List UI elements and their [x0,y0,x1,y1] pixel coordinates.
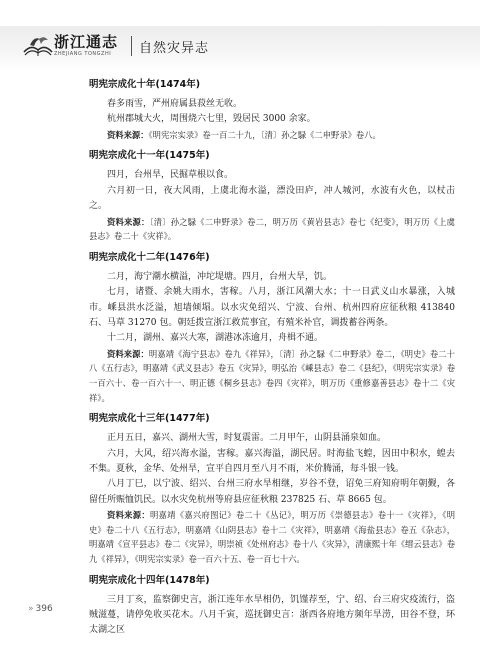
page-footer [28,604,53,614]
page-marker-icon: » [28,604,34,614]
entry-source [89,347,455,405]
entry-paragraph: 杭州郡城大火，周围烧六七里，毁居民 3000 余家。 [107,114,316,125]
entry-paragraph: 春多雨雪，严州府属县菽丝无收。 [107,99,243,109]
entry-heading: 明宪宗成化十年(1474年) [89,79,201,90]
year-entry [89,78,455,142]
page-number: 396 [35,604,53,614]
logo-title: 浙江通志 [54,33,119,51]
source-text: 〔清〕孙之騄《二申野录》卷二，明万历《黄岩县志》卷七《纪变》，明万历《上虞县志》卷二十《灾祥》。 [89,216,455,242]
source-label: 资料来源： [107,129,149,140]
source-text: 明嘉靖《嘉兴府图记》卷二十《丛记》，明万历《崇德县志》卷十一《灾祥》，《明史》卷二十八《五行志》，明嘉靖《山阴县志》卷十二《灾祥》，明嘉靖《海盐县志》卷五《杂志》，明嘉靖《宣平县志》卷二《灾异》，明崇祯《处州府志》卷十八《灾异》，清康熙十年《缙云县志》卷九《祥异》，《明宪宗实录》卷一百六十五、卷一百七十六。 [89,510,455,565]
entry-paragraph: 二月，海宁潮水横溢，冲坨堤塘。四月，台州大旱，饥。 [107,271,333,282]
section-title: 自然灾异志 [139,41,210,56]
entry-paragraph: 七月，诸暨、余姚大雨水，害稼。八月，浙江风潮大水；十一日武义山水暴涨，入城市。嵊县洪水泛溢，旭墙倾塌。以水灾免绍兴、宁波、台州、杭州四府应征秋粮 413840 石、马草 31270 包。朝廷拨宣浙江救荒事宜，有殖米补官，调拨蓄谷两条。 [89,287,455,329]
entry-paragraph: 十二月，湖州、嘉兴大寒，湖港冰冻逾月，舟楫不通。 [107,333,324,344]
source-label: 资料来源： [107,510,150,521]
entry-paragraph: 八月丁巳，以宁波、绍兴、台州三府水旱相继，岁谷不登，诏免三府知府明年朝觐，各留任所赈恤饥民。以水灾免杭州等府县应征秋粮 237825 石、草 8665 包。 [89,479,455,505]
page-header [0,0,480,78]
entry-heading: 明宪宗成化十一年(1475年) [89,150,210,162]
entry-heading: 明宪宗成化十三年(1477年) [89,413,210,425]
year-entry [89,149,455,243]
entry-source [89,215,455,244]
year-entry [89,412,455,566]
source-label: 资料来源： [107,348,149,359]
logo-subtitle: ZHEJIANG TONGZHI [54,51,112,57]
book-logo-icon [22,30,54,60]
entry-source [89,128,455,143]
entry-heading: 明宪宗成化十二年(1476年) [89,251,210,263]
entry-paragraph: 六月，大风，绍兴海水溢，害稼。嘉兴海溢，湖民居。时海盐飞蝗，因田中积水，蝗去不集。夏秋，金华、处州旱，宣平自四月至八月不雨，米价腾涌，每斗银一钱。 [89,448,455,475]
entry-paragraph: 正月五日，嘉兴、湖州大雪，时复震雷。二月甲午，山阴县涌泉如血。 [107,433,387,444]
year-entry [89,251,455,405]
source-label: 资料来源： [107,216,150,227]
page-content [89,78,455,646]
entry-paragraph: 三月丁亥，监察御史言，浙江连年水旱相仍，饥馑荐至，宁、绍、台三府灾疫流行，盗贼滋蔓，请停免收买花木。八月千寅，巡抚御史言：浙西各府地方频年旱涝，田谷不登，环太湖之区 [89,594,455,636]
source-text: 明嘉靖《海宁县志》卷九《祥异》，〔清〕孙之騄《二申野录》卷二，《明史》卷二十八《五行志》，明嘉靖《武义县志》卷五《灾异》，明弘治《嵊县志》卷二《县纪》，《明宪宗实录》卷一百六十、卷一百六十一、明正德《桐乡县志》卷四《灾祥》，明万历《重修嘉善县志》卷十二《灾祥》。 [89,348,455,403]
year-entry [89,574,455,639]
source-text: 《明宪宗实录》卷一百二十九，〔清〕孙之騄《二申野录》卷八。 [148,129,381,140]
entry-source [89,508,455,566]
entry-paragraph: 六月初一日，夜大风雨，上虞北海水溢，漂没田庐，冲人城河，水波有火色，以杖击之。 [89,185,455,212]
header-divider [131,36,132,56]
entry-heading: 明宪宗成化十四年(1478年) [89,574,210,586]
entry-paragraph: 四月，台州旱，民掘草根以食。 [107,170,234,181]
